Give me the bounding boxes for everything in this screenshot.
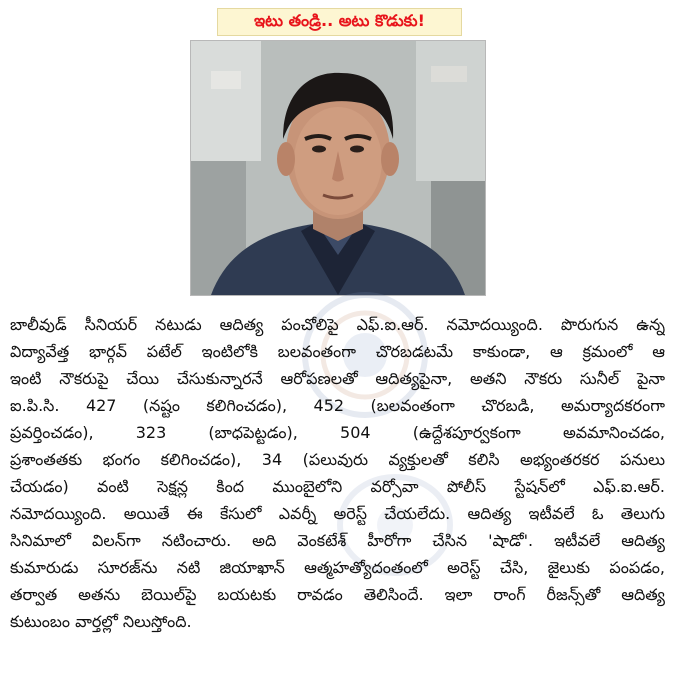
article-line: బాలీవుడ్ సీనియర్ నటుడు ఆదిత్య పంచోలిపై ఎఫ్.ఐ.ఆర్. నమోదయ్యింది. పొరుగున ఉన్న [10, 315, 665, 334]
headline-banner [217, 8, 462, 36]
article-line: ఐ.పి.సి. 427 (నష్టం కలిగించడం), 452 (బలవంతంగా చొరబడి, అమర్యాదకరంగా [10, 396, 665, 415]
article-body [10, 311, 665, 635]
article-line: ఇంటి నౌకరుపై చేయి చేసుకున్నారనే ఆరోపణలతో ఆదిత్యపైనా, అతని నౌకరు సునీల్ పైనా [10, 369, 665, 388]
article-line: ప్రవర్తించడం), 323 (బాధపెట్టడం), 504 (ఉద్దేశపూర్వకంగా అవమానించడం, [10, 423, 665, 442]
article-line: చేయడం) వంటి సెక్షన్ల కింద ముంబైలోని వర్సోవా పోలీస్ స్టేషన్‌లో ఎఫ్.ఐ.ఆర్. [10, 477, 665, 496]
article-line: విద్యావేత్త భార్గవ్ పటేల్ ఇంటిలోకి బలవంతంగా చొరబడటమే కాకుండా, ఆ క్రమంలో ఆ [10, 342, 665, 361]
article-line: కుమారుడు సూరజ్‌ను నటి జియాఖాన్ ఆత్మహత్యోదంతంలో అరెస్ట్ చేసి, జైలుకు పంపడం, [10, 558, 665, 577]
article-line: సినిమాలో విలన్‌గా నటించారు. అది వెంకటేశ్ హీరోగా చేసిన 'షాడో'. ఇటీవలే ఆదిత్య [10, 531, 665, 550]
article-line: ప్రశాంతతకు భంగం కలిగించడం), 34 (పలువురు వ్యక్తులతో కలిసి అభ్యంతరకర పనులు [10, 450, 665, 469]
article-line: కుటుంబం వార్తల్లో నిలుస్తోంది. [10, 612, 192, 631]
portrait-illustration [191, 41, 485, 295]
portrait-photo [190, 40, 486, 296]
headline: ఇటు తండ్రి.. అటు కొడుకు! [254, 10, 425, 30]
article-line: నమోదయ్యింది. అయితే ఈ కేసులో ఎవర్నీ అరెస్ట్ చేయలేదు. ఆదిత్య ఇటీవలే ఓ తెలుగు [10, 504, 665, 523]
article-line: తర్వాత అతను బెయిల్‌పై బయటకు రావడం తెలిసిందే. ఇలా రాంగ్ రీజన్స్‌తో ఆదిత్య [10, 585, 665, 604]
